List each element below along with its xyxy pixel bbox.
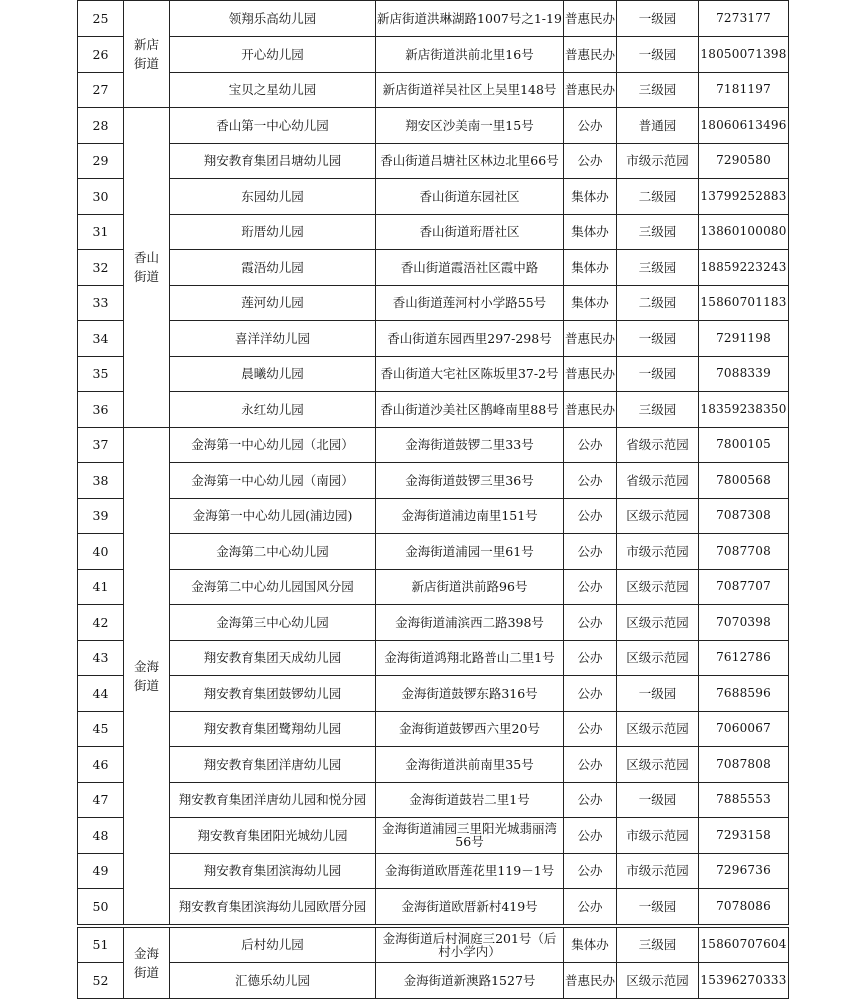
ownership-type-cell: 公办 xyxy=(564,818,617,854)
phone-cell: 7291198 xyxy=(699,321,789,357)
ownership-type-cell: 公办 xyxy=(564,605,617,641)
ownership-type-cell: 公办 xyxy=(564,782,617,818)
ownership-type-cell: 公办 xyxy=(564,747,617,783)
row-number-cell: 47 xyxy=(78,782,124,818)
phone-cell: 7078086 xyxy=(699,889,789,925)
phone-cell: 7800568 xyxy=(699,463,789,499)
kindergarten-name-cell: 金海第二中心幼儿园 xyxy=(170,534,376,570)
phone-cell: 7070398 xyxy=(699,605,789,641)
phone-cell: 7181197 xyxy=(699,72,789,108)
table-row xyxy=(78,676,789,712)
kindergarten-name-cell: 翔安教育集团滨海幼儿园 xyxy=(170,853,376,889)
grade-level-cell: 市级示范园 xyxy=(617,534,699,570)
phone-cell: 15860701183 xyxy=(699,285,789,321)
address-cell: 香山街道东园社区 xyxy=(376,179,564,215)
kindergarten-name-cell: 晨曦幼儿园 xyxy=(170,356,376,392)
address-cell: 金海街道鸿翔北路普山二里1号 xyxy=(376,640,564,676)
phone-cell: 7612786 xyxy=(699,640,789,676)
ownership-type-cell: 公办 xyxy=(564,889,617,925)
ownership-type-cell: 普惠民办 xyxy=(564,37,617,73)
district-cell: 金海街道 xyxy=(124,427,170,924)
address-cell: 香山街道珩厝社区 xyxy=(376,214,564,250)
kindergarten-name-cell: 莲河幼儿园 xyxy=(170,285,376,321)
grade-level-cell: 市级示范园 xyxy=(617,143,699,179)
kindergarten-name-cell: 永红幼儿园 xyxy=(170,392,376,428)
row-number-cell: 44 xyxy=(78,676,124,712)
row-number-cell: 30 xyxy=(78,179,124,215)
address-cell: 金海街道欧厝新村419号 xyxy=(376,889,564,925)
table-row xyxy=(78,605,789,641)
grade-level-cell: 一级园 xyxy=(617,356,699,392)
kindergarten-name-cell: 翔安教育集团滨海幼儿园欧厝分园 xyxy=(170,889,376,925)
row-number-cell: 36 xyxy=(78,392,124,428)
phone-cell: 7087808 xyxy=(699,747,789,783)
district-cell: 香山街道 xyxy=(124,108,170,428)
row-number-cell: 45 xyxy=(78,711,124,747)
phone-cell: 18359238350 xyxy=(699,392,789,428)
kindergarten-table xyxy=(77,0,789,999)
row-number-cell: 50 xyxy=(78,889,124,925)
grade-level-cell: 普通园 xyxy=(617,108,699,144)
row-number-cell: 52 xyxy=(78,963,124,999)
grade-level-cell: 二级园 xyxy=(617,285,699,321)
address-cell: 金海街道鼓锣三里36号 xyxy=(376,463,564,499)
grade-level-cell: 三级园 xyxy=(617,250,699,286)
ownership-type-cell: 公办 xyxy=(564,463,617,499)
phone-cell: 7885553 xyxy=(699,782,789,818)
phone-cell: 7688596 xyxy=(699,676,789,712)
grade-level-cell: 市级示范园 xyxy=(617,818,699,854)
ownership-type-cell: 公办 xyxy=(564,534,617,570)
address-cell: 翔安区沙美南一里15号 xyxy=(376,108,564,144)
address-cell: 新店街道洪前路96号 xyxy=(376,569,564,605)
row-number-cell: 38 xyxy=(78,463,124,499)
kindergarten-name-cell: 金海第二中心幼儿园国风分园 xyxy=(170,569,376,605)
table-row xyxy=(78,179,789,215)
district-cell: 金海街道 xyxy=(124,927,170,998)
table-row xyxy=(78,214,789,250)
kindergarten-name-cell: 东园幼儿园 xyxy=(170,179,376,215)
grade-level-cell: 区级示范园 xyxy=(617,963,699,999)
phone-cell: 7800105 xyxy=(699,427,789,463)
kindergarten-name-cell: 霞浯幼儿园 xyxy=(170,250,376,286)
address-cell: 金海街道鼓岩二里1号 xyxy=(376,782,564,818)
ownership-type-cell: 公办 xyxy=(564,676,617,712)
address-cell: 香山街道沙美社区鹊峰南里88号 xyxy=(376,392,564,428)
phone-cell: 15860707604 xyxy=(699,927,789,963)
kindergarten-name-cell: 金海第一中心幼儿园（南园） xyxy=(170,463,376,499)
kindergarten-name-cell: 金海第一中心幼儿园(浦边园) xyxy=(170,498,376,534)
ownership-type-cell: 普惠民办 xyxy=(564,356,617,392)
address-cell: 金海街道浦滨西二路398号 xyxy=(376,605,564,641)
address-cell: 香山街道吕塘社区林边北里66号 xyxy=(376,143,564,179)
grade-level-cell: 三级园 xyxy=(617,927,699,963)
phone-cell: 7087707 xyxy=(699,569,789,605)
grade-level-cell: 三级园 xyxy=(617,392,699,428)
grade-level-cell: 一级园 xyxy=(617,676,699,712)
grade-level-cell: 一级园 xyxy=(617,1,699,37)
ownership-type-cell: 公办 xyxy=(564,711,617,747)
phone-cell: 18859223243 xyxy=(699,250,789,286)
row-number-cell: 29 xyxy=(78,143,124,179)
table-row xyxy=(78,569,789,605)
grade-level-cell: 省级示范园 xyxy=(617,463,699,499)
table-row xyxy=(78,534,789,570)
kindergarten-name-cell: 金海第三中心幼儿园 xyxy=(170,605,376,641)
ownership-type-cell: 普惠民办 xyxy=(564,963,617,999)
phone-cell: 18060613496 xyxy=(699,108,789,144)
table-row xyxy=(78,818,789,854)
kindergarten-name-cell: 翔安教育集团洋唐幼儿园 xyxy=(170,747,376,783)
table-row xyxy=(78,927,789,963)
table-row xyxy=(78,427,789,463)
table-row xyxy=(78,392,789,428)
row-number-cell: 32 xyxy=(78,250,124,286)
phone-cell: 15396270333 xyxy=(699,963,789,999)
grade-level-cell: 一级园 xyxy=(617,321,699,357)
kindergarten-name-cell: 翔安教育集团天成幼儿园 xyxy=(170,640,376,676)
row-number-cell: 27 xyxy=(78,72,124,108)
grade-level-cell: 市级示范园 xyxy=(617,853,699,889)
phone-cell: 7273177 xyxy=(699,1,789,37)
district-cell: 新店街道 xyxy=(124,1,170,108)
row-number-cell: 34 xyxy=(78,321,124,357)
table-row xyxy=(78,108,789,144)
grade-level-cell: 一级园 xyxy=(617,37,699,73)
phone-cell: 7087708 xyxy=(699,534,789,570)
ownership-type-cell: 普惠民办 xyxy=(564,392,617,428)
address-cell: 金海街道浦边南里151号 xyxy=(376,498,564,534)
table-row xyxy=(78,498,789,534)
table-row xyxy=(78,889,789,925)
ownership-type-cell: 公办 xyxy=(564,640,617,676)
address-cell: 金海街道鼓锣东路316号 xyxy=(376,676,564,712)
kindergarten-name-cell: 喜洋洋幼儿园 xyxy=(170,321,376,357)
kindergarten-name-cell: 汇德乐幼儿园 xyxy=(170,963,376,999)
phone-cell: 7293158 xyxy=(699,818,789,854)
table-row xyxy=(78,963,789,999)
grade-level-cell: 区级示范园 xyxy=(617,569,699,605)
kindergarten-name-cell: 珩厝幼儿园 xyxy=(170,214,376,250)
address-cell: 金海街道欧厝莲花里119－1号 xyxy=(376,853,564,889)
kindergarten-name-cell: 宝贝之星幼儿园 xyxy=(170,72,376,108)
grade-level-cell: 区级示范园 xyxy=(617,605,699,641)
phone-cell: 7290580 xyxy=(699,143,789,179)
row-number-cell: 31 xyxy=(78,214,124,250)
row-number-cell: 46 xyxy=(78,747,124,783)
ownership-type-cell: 集体办 xyxy=(564,250,617,286)
row-number-cell: 35 xyxy=(78,356,124,392)
row-number-cell: 39 xyxy=(78,498,124,534)
grade-level-cell: 区级示范园 xyxy=(617,498,699,534)
row-number-cell: 49 xyxy=(78,853,124,889)
table-row xyxy=(78,143,789,179)
row-number-cell: 42 xyxy=(78,605,124,641)
address-cell: 香山街道霞浯社区霞中路 xyxy=(376,250,564,286)
phone-cell: 13799252883 xyxy=(699,179,789,215)
ownership-type-cell: 公办 xyxy=(564,853,617,889)
address-cell: 金海街道洪前南里35号 xyxy=(376,747,564,783)
kindergarten-name-cell: 翔安教育集团鼓锣幼儿园 xyxy=(170,676,376,712)
row-number-cell: 41 xyxy=(78,569,124,605)
table-row xyxy=(78,285,789,321)
table-row xyxy=(78,463,789,499)
table-row xyxy=(78,72,789,108)
table-row xyxy=(78,1,789,37)
grade-level-cell: 区级示范园 xyxy=(617,711,699,747)
table-row xyxy=(78,853,789,889)
ownership-type-cell: 普惠民办 xyxy=(564,1,617,37)
ownership-type-cell: 公办 xyxy=(564,498,617,534)
kindergarten-name-cell: 翔安教育集团鹭翔幼儿园 xyxy=(170,711,376,747)
ownership-type-cell: 公办 xyxy=(564,427,617,463)
address-cell: 金海街道鼓锣西六里20号 xyxy=(376,711,564,747)
row-number-cell: 37 xyxy=(78,427,124,463)
kindergarten-name-cell: 香山第一中心幼儿园 xyxy=(170,108,376,144)
address-cell: 新店街道洪琳湖路1007号之1-19 xyxy=(376,1,564,37)
grade-level-cell: 区级示范园 xyxy=(617,747,699,783)
phone-cell: 13860100080 xyxy=(699,214,789,250)
table-row xyxy=(78,250,789,286)
row-number-cell: 43 xyxy=(78,640,124,676)
address-cell: 金海街道新澳路1527号 xyxy=(376,963,564,999)
address-cell: 金海街道鼓锣二里33号 xyxy=(376,427,564,463)
row-number-cell: 25 xyxy=(78,1,124,37)
address-cell: 金海街道浦园一里61号 xyxy=(376,534,564,570)
phone-cell: 7060067 xyxy=(699,711,789,747)
ownership-type-cell: 集体办 xyxy=(564,927,617,963)
ownership-type-cell: 集体办 xyxy=(564,285,617,321)
grade-level-cell: 区级示范园 xyxy=(617,640,699,676)
table-row xyxy=(78,747,789,783)
address-cell: 香山街道大宅社区陈坂里37-2号 xyxy=(376,356,564,392)
table-row xyxy=(78,782,789,818)
ownership-type-cell: 公办 xyxy=(564,108,617,144)
ownership-type-cell: 公办 xyxy=(564,143,617,179)
table-row xyxy=(78,37,789,73)
ownership-type-cell: 普惠民办 xyxy=(564,72,617,108)
phone-cell: 7088339 xyxy=(699,356,789,392)
row-number-cell: 26 xyxy=(78,37,124,73)
address-cell: 新店街道洪前北里16号 xyxy=(376,37,564,73)
phone-cell: 18050071398 xyxy=(699,37,789,73)
kindergarten-name-cell: 翔安教育集团阳光城幼儿园 xyxy=(170,818,376,854)
ownership-type-cell: 集体办 xyxy=(564,214,617,250)
kindergarten-name-cell: 领翔乐高幼儿园 xyxy=(170,1,376,37)
address-cell: 新店街道祥吴社区上吴里148号 xyxy=(376,72,564,108)
table-row xyxy=(78,640,789,676)
grade-level-cell: 省级示范园 xyxy=(617,427,699,463)
row-number-cell: 48 xyxy=(78,818,124,854)
kindergarten-name-cell: 金海第一中心幼儿园（北园） xyxy=(170,427,376,463)
grade-level-cell: 三级园 xyxy=(617,72,699,108)
row-number-cell: 51 xyxy=(78,927,124,963)
phone-cell: 7296736 xyxy=(699,853,789,889)
ownership-type-cell: 集体办 xyxy=(564,179,617,215)
row-number-cell: 33 xyxy=(78,285,124,321)
address-cell: 金海街道浦园三里阳光城翡丽湾56号 xyxy=(376,818,564,854)
row-number-cell: 28 xyxy=(78,108,124,144)
table-row xyxy=(78,321,789,357)
kindergarten-name-cell: 翔安教育集团吕塘幼儿园 xyxy=(170,143,376,179)
table-row xyxy=(78,356,789,392)
grade-level-cell: 一级园 xyxy=(617,889,699,925)
address-cell: 金海街道后村洞庭三201号（后村小学内） xyxy=(376,927,564,963)
kindergarten-name-cell: 翔安教育集团洋唐幼儿园和悦分园 xyxy=(170,782,376,818)
phone-cell: 7087308 xyxy=(699,498,789,534)
ownership-type-cell: 普惠民办 xyxy=(564,321,617,357)
kindergarten-name-cell: 开心幼儿园 xyxy=(170,37,376,73)
ownership-type-cell: 公办 xyxy=(564,569,617,605)
grade-level-cell: 三级园 xyxy=(617,214,699,250)
address-cell: 香山街道莲河村小学路55号 xyxy=(376,285,564,321)
grade-level-cell: 一级园 xyxy=(617,782,699,818)
table-row xyxy=(78,711,789,747)
address-cell: 香山街道东园西里297-298号 xyxy=(376,321,564,357)
row-number-cell: 40 xyxy=(78,534,124,570)
kindergarten-name-cell: 后村幼儿园 xyxy=(170,927,376,963)
grade-level-cell: 二级园 xyxy=(617,179,699,215)
